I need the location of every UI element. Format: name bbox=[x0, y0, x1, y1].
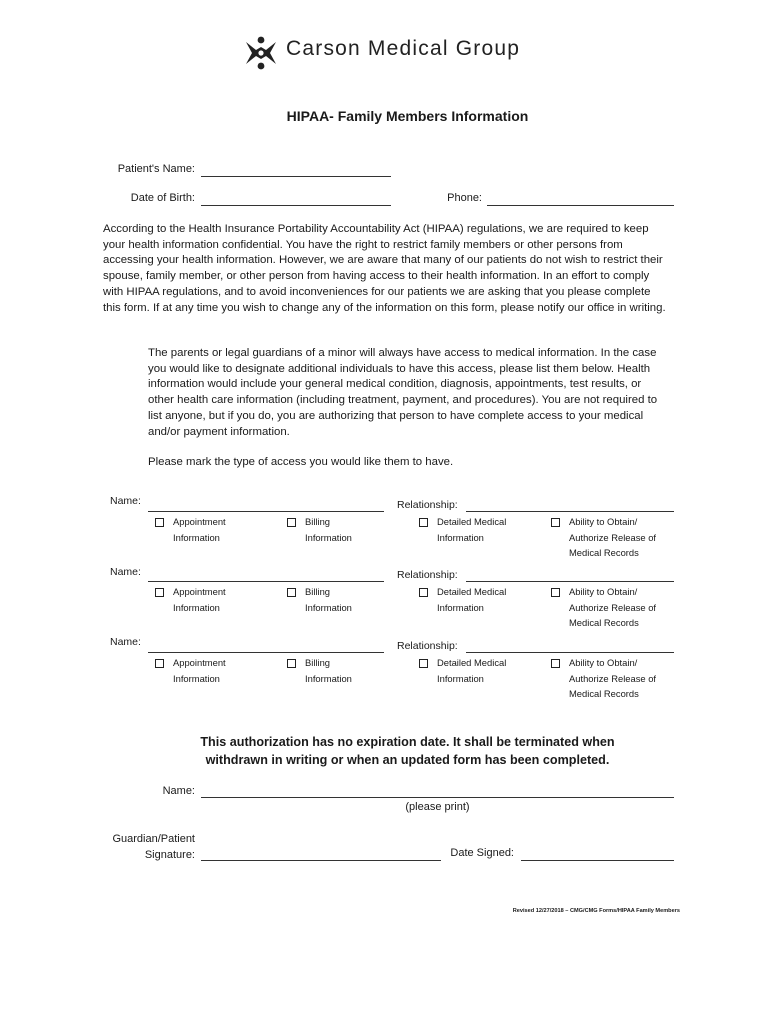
member-name-field[interactable] bbox=[148, 511, 384, 512]
option-label: Detailed Medical Information bbox=[437, 586, 507, 613]
logo bbox=[243, 33, 543, 73]
billing-info-checkbox[interactable] bbox=[287, 518, 296, 527]
member-name-label: Name: bbox=[110, 636, 141, 648]
relationship-label: Relationship: bbox=[397, 499, 458, 511]
option-label: Appointment Information bbox=[173, 586, 226, 613]
member-name-field[interactable] bbox=[148, 581, 384, 582]
billing-info-checkbox[interactable] bbox=[287, 588, 296, 597]
detailed-medical-checkbox[interactable] bbox=[419, 518, 428, 527]
phone-field[interactable] bbox=[487, 205, 674, 206]
option-label: Ability to Obtain/ Authorize Release of Medical Records bbox=[569, 657, 657, 699]
option-label: Billing Information bbox=[305, 657, 352, 684]
option-label: Appointment Information bbox=[173, 516, 226, 543]
intro-paragraph: According to the Health Insurance Portability Accountability Act (HIPAA) regulations, we are required to keep your health information confidential. You have the right to restrict family members or other persons from accessing your health information. However, we are aware that many of our patients do not wish to restrict their spouse, family member, or other person from having access to their health information. In an effort to comply with HIPAA regulations, and to avoid inconveniences for our patients we are asking that you please complete this form. If at any time you wish to change any of the information on this form, please notify our office in writing. bbox=[103, 223, 666, 314]
appointment-info-checkbox[interactable] bbox=[155, 518, 164, 527]
relationship-field[interactable] bbox=[466, 511, 674, 512]
option-label: Billing Information bbox=[305, 516, 352, 543]
patient-name-field[interactable] bbox=[201, 176, 391, 177]
detailed-medical-checkbox[interactable] bbox=[419, 588, 428, 597]
option-label: Detailed Medical Information bbox=[437, 657, 507, 684]
logo-mark-icon bbox=[243, 35, 279, 71]
footer-revision: Revised 12/27/2018 – CMG/CMG Forms/HIPAA Family Members bbox=[512, 908, 680, 914]
patient-name-label: Patient's Name: bbox=[117, 163, 195, 175]
print-name-label: Name: bbox=[162, 785, 195, 797]
relationship-field[interactable] bbox=[466, 652, 674, 653]
form-title: HIPAA- Family Members Information bbox=[286, 108, 529, 124]
relationship-label: Relationship: bbox=[397, 569, 458, 581]
minor-access-paragraph: The parents or legal guardians of a minor will always have access to medical information. In the case you would like to designate additional individuals to have this access, please list them below. Health information would include your general medical condition, diagnosis, appointments, test results, or other health care information (including treatment, payment, and procedures). You are not required to list anyone, but if you do, you are authorizing that person to have complete access to your medical and/or payment information. bbox=[148, 347, 658, 438]
release-records-checkbox[interactable] bbox=[551, 659, 560, 668]
billing-info-checkbox[interactable] bbox=[287, 659, 296, 668]
phone-label: Phone: bbox=[447, 192, 482, 204]
option-label: Billing Information bbox=[305, 586, 352, 613]
signature-field[interactable] bbox=[201, 860, 441, 861]
option-label: Detailed Medical Information bbox=[437, 516, 507, 543]
release-records-checkbox[interactable] bbox=[551, 588, 560, 597]
appointment-info-checkbox[interactable] bbox=[155, 588, 164, 597]
guardian-signature-label: Guardian/Patient Signature: bbox=[112, 833, 195, 861]
release-records-checkbox[interactable] bbox=[551, 518, 560, 527]
relationship-label: Relationship: bbox=[397, 640, 458, 652]
date-signed-field[interactable] bbox=[521, 860, 674, 861]
print-name-field[interactable] bbox=[201, 797, 674, 798]
option-label: Ability to Obtain/ Authorize Release of Medical Records bbox=[569, 516, 657, 558]
member-name-label: Name: bbox=[110, 566, 141, 578]
access-instruction: Please mark the type of access you would like them to have. bbox=[148, 456, 454, 468]
dob-field[interactable] bbox=[201, 205, 391, 206]
option-label: Ability to Obtain/ Authorize Release of Medical Records bbox=[569, 586, 657, 628]
member-name-field[interactable] bbox=[148, 652, 384, 653]
org-name: Carson Medical Group bbox=[286, 37, 521, 60]
detailed-medical-checkbox[interactable] bbox=[419, 659, 428, 668]
authorization-note: This authorization has no expiration date. It shall be terminated when withdrawn in writing or when an updated form has been completed. bbox=[200, 735, 615, 767]
member-name-label: Name: bbox=[110, 495, 141, 507]
date-signed-label: Date Signed: bbox=[450, 847, 514, 859]
option-label: Appointment Information bbox=[173, 657, 226, 684]
relationship-field[interactable] bbox=[466, 581, 674, 582]
appointment-info-checkbox[interactable] bbox=[155, 659, 164, 668]
dob-label: Date of Birth: bbox=[130, 192, 195, 204]
please-print-note: (please print) bbox=[405, 801, 470, 813]
